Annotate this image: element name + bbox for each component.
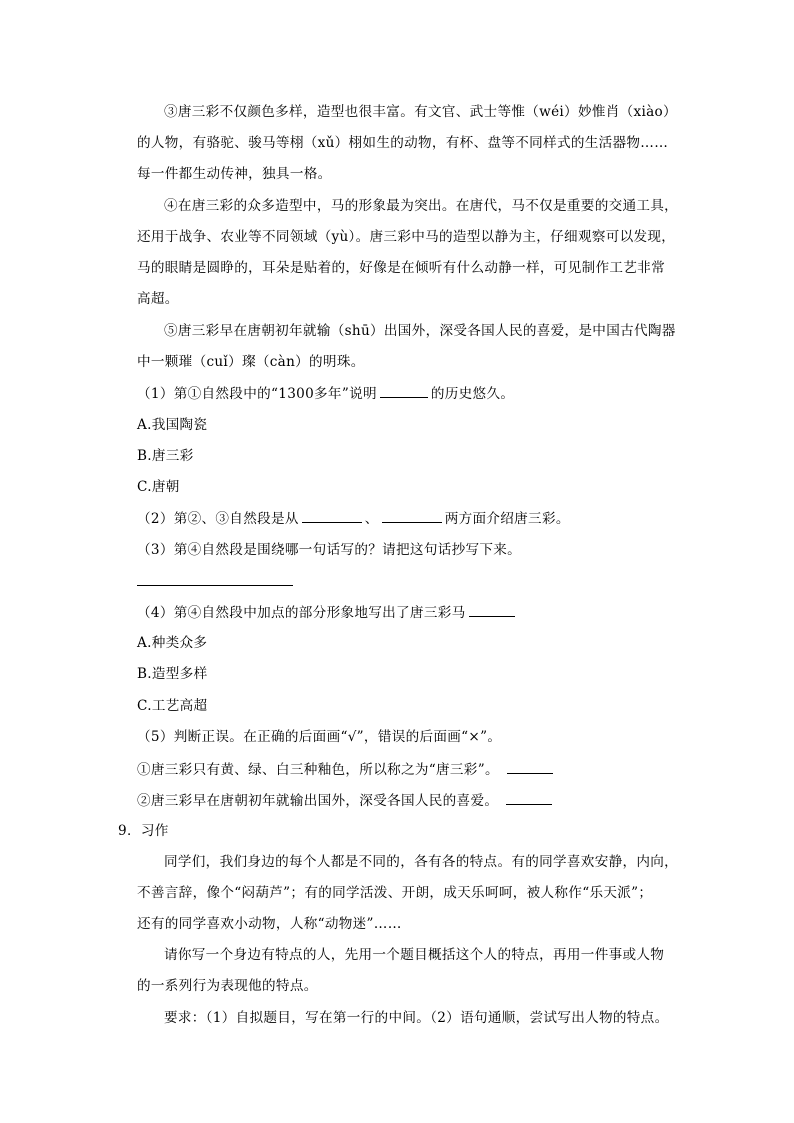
q4-option-a[interactable]: A.种类众多 [137, 635, 208, 651]
passage-p4-line-2: 还用于战争、农业等不同领域（yù）。唐三彩中马的造型以静为主，仔细观察可以发现， [137, 229, 676, 245]
q4-option-b[interactable]: B.造型多样 [137, 666, 208, 682]
section-9-para2-line-1: 请你写一个身边有特点的人，先用一个题目概括这个人的特点，再用一件事或人物 [164, 947, 665, 963]
question-2 [137, 508, 570, 529]
question-5-item-1-text: ①唐三彩只有黄、绿、白三种釉色，所以称之为“唐三彩”。 [137, 762, 499, 778]
question-4 [137, 602, 518, 623]
question-2-separator: 、 [364, 511, 379, 527]
passage-p4-line-1: ④在唐三彩的众多造型中，马的形象最为突出。在唐代，马不仅是重要的交通工具， [164, 198, 679, 214]
passage-p3-line-1: ③唐三彩不仅颜色多样，造型也很丰富。有文官、武士等惟（wéi）妙惟肖（xiào） [164, 104, 677, 120]
answer-blank-5b[interactable] [506, 790, 552, 805]
passage-p5-line-1: ⑤唐三彩早在唐朝初年就输（shū）出国外，深受各国人民的喜爱，是中国古代陶器 [164, 323, 676, 339]
question-4-text: （4）第④自然段中加点的部分形象地写出了唐三彩马 [137, 605, 466, 621]
q1-option-c[interactable]: C.唐朝 [137, 479, 180, 495]
question-2-suffix: 两方面介绍唐三彩。 [444, 511, 570, 527]
answer-blank-5a[interactable] [507, 759, 553, 774]
q1-option-b[interactable]: B.唐三彩 [137, 448, 194, 464]
q4-option-c[interactable]: C.工艺高超 [137, 698, 208, 714]
answer-line-3[interactable] [137, 585, 293, 586]
question-5-item-1 [137, 759, 556, 780]
question-5: （5）判断正误。在正确的后面画“√”，错误的后面画“×”。 [137, 729, 502, 745]
section-9-para1-line-2: 不善言辞，像个“闷葫芦”；有的同学活泼、开朗，成天乐呵呵，被人称作“乐天派”； [137, 885, 653, 901]
section-9-para1-line-3: 还有的同学喜欢小动物，人称“动物迷”…… [137, 916, 402, 932]
answer-blank-2b[interactable] [382, 508, 442, 523]
passage-p5-line-2: 中一颗璀（cuǐ）璨（càn）的明珠。 [137, 354, 365, 370]
question-5-item-2-text: ②唐三彩早在唐朝初年就输出国外，深受各国人民的喜爱。 [137, 793, 499, 809]
passage-p3-line-3: 每一件都生动传神，独具一格。 [137, 166, 332, 182]
question-1-suffix: 的历史悠久。 [430, 386, 515, 402]
question-5-item-2 [137, 790, 555, 811]
passage-p4-line-4: 高超。 [137, 291, 179, 307]
section-9-heading: 9．习作 [118, 823, 169, 839]
section-9-requirement: 要求：（1）自拟题目，写在第一行的中间。（2）语句通顺，尝试写出人物的特点。 [164, 1010, 669, 1026]
passage-p3-line-2: 的人物，有骆驼、骏马等栩（xǔ）栩如生的动物，有杯、盘等不同样式的生活器物…… [137, 135, 669, 151]
answer-blank-4[interactable] [469, 602, 515, 617]
passage-p4-line-3: 马的眼睛是圆睁的，耳朵是贴着的，好像是在倾听有什么动静一样，可见制作工艺非常 [137, 260, 665, 276]
question-1-text: （1）第①自然段中的“1300多年”说明 [137, 386, 377, 402]
question-3: （3）第④自然段是围绕哪一句话写的？请把这句话抄写下来。 [137, 542, 522, 558]
section-9-para2-line-2: 的一系列行为表现他的特点。 [137, 978, 318, 994]
question-2-text: （2）第②、③自然段是从 [137, 511, 299, 527]
section-9-para1-line-1: 同学们，我们身边的每个人都是不同的，各有各的特点。有的同学喜欢安静，内向， [164, 854, 679, 870]
answer-blank-2a[interactable] [302, 508, 362, 523]
q1-option-a[interactable]: A.我国陶瓷 [137, 417, 208, 433]
question-1 [137, 383, 514, 404]
answer-blank-1[interactable] [380, 383, 428, 398]
